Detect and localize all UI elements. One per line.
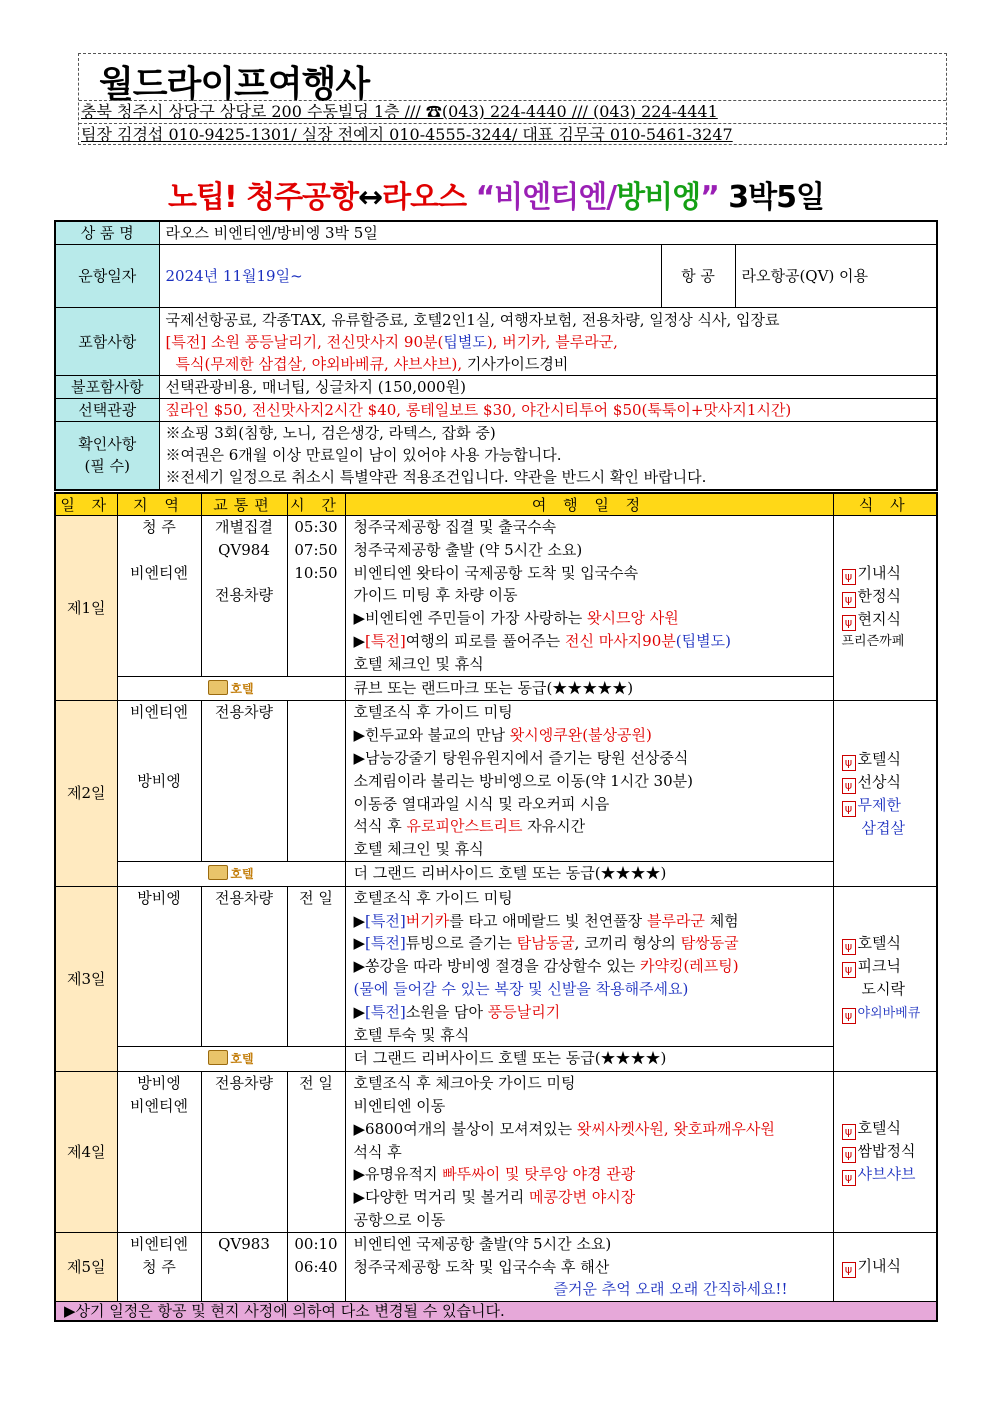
column-header: 식 사 — [833, 493, 937, 516]
itinerary-highlight: 전신 마사지90분 — [564, 631, 676, 650]
meal-text: 피크닉 — [857, 957, 901, 976]
itinerary-text: , 코끼리 형상의 — [574, 934, 681, 953]
meal-text: 기내식 — [857, 564, 901, 583]
day-label: 제5일 — [55, 1232, 117, 1301]
excluded-label: 불포함사항 — [55, 376, 159, 399]
time-cell — [287, 886, 345, 1047]
included-label: 포함사항 — [55, 308, 159, 376]
itinerary-text: 체험 — [704, 911, 739, 930]
time-cell — [287, 1232, 345, 1301]
table-row — [55, 701, 937, 862]
notice-line: ※쇼핑 3회(침향, 노니, 검은생강, 라텍스, 잡화 중) — [165, 424, 496, 443]
meal-cell — [833, 701, 937, 886]
itinerary-highlight: [특전] — [365, 631, 406, 650]
itinerary-special: [특전] — [365, 1002, 406, 1021]
region-text: 방비엥 — [137, 888, 181, 907]
region-text: 방비엥 — [137, 1074, 181, 1093]
itinerary-line — [354, 1001, 833, 1024]
title-part: 노팁! 청주공항 — [168, 180, 359, 215]
itinerary-text: 소원을 담아 — [405, 1002, 488, 1021]
included-text: 기사가이드경비 — [462, 354, 569, 373]
meal-text: 도시락 — [861, 980, 905, 999]
itinerary-highlight: 유로피안스트리트 — [406, 817, 523, 836]
meal-text: 무제한 — [857, 795, 901, 814]
included-special: 팁별도 — [443, 332, 487, 351]
itinerary-line: 호텔조식 후 가이드 미팅 — [353, 888, 513, 907]
column-header: 시 간 — [287, 493, 345, 516]
hotel-label: 호텔 — [230, 681, 254, 696]
itinerary-line — [354, 932, 833, 955]
hotel-icon — [208, 1050, 228, 1065]
meal-item — [842, 1140, 937, 1163]
transport-text: 전용차량 — [215, 888, 273, 907]
itinerary-text: ▶ — [353, 934, 366, 953]
itinerary-text: ▶ — [353, 911, 366, 930]
airline-label: 항 공 — [661, 245, 735, 308]
time-text: 전 일 — [299, 1074, 333, 1093]
region-cell — [117, 1072, 201, 1233]
transport-text: 전용차량 — [215, 1074, 273, 1093]
transport-text: QV983 — [218, 1234, 270, 1253]
itinerary-highlight: 메콩강변 야시장 — [529, 1188, 636, 1207]
transport-cell — [201, 1232, 287, 1301]
meal-item — [842, 794, 937, 817]
itinerary-line: 청주국제공항 집결 및 출국수속 — [353, 518, 557, 536]
restaurant-icon: ψ — [842, 939, 856, 955]
hotel-label: 호텔 — [230, 1052, 254, 1067]
included-special: 특식(무제한 삼겹살, 야외바베큐, 샤브샤브), — [175, 354, 463, 373]
meal-item — [842, 771, 937, 794]
transport-text: 전용차량 — [215, 586, 273, 605]
meal-text: 현지식 — [857, 610, 901, 629]
meal-text: 프리즌까페 — [841, 634, 905, 650]
time-text: 10:50 — [294, 563, 338, 582]
transport-text: QV984 — [218, 540, 270, 559]
transport-cell — [201, 516, 287, 677]
title-part: “비엔티엔/ — [475, 180, 617, 215]
itinerary-cell — [345, 886, 833, 1047]
itinerary-line: 호텔조식 후 가이드 미팅 — [353, 703, 513, 722]
itinerary-text: 자유시간 — [522, 817, 586, 836]
column-header: 지 역 — [117, 493, 201, 516]
hotel-label: 호텔 — [230, 866, 254, 881]
itinerary-highlight: 버기카 — [405, 911, 450, 930]
transport-text: 개별집결 — [215, 518, 273, 536]
time-text: 07:50 — [294, 540, 338, 559]
included-special: [특전] 소원 풍등날리기, 전신맛사지 90분( — [165, 332, 444, 351]
itinerary-line: 청주국제공항 출발 (약 5시간 소요) — [353, 540, 583, 559]
itinerary-special: [특전] — [365, 911, 406, 930]
meal-text: 호텔식 — [857, 934, 901, 953]
meal-text: 샤브샤브 — [857, 1165, 916, 1184]
notice-line: ※전세기 일정으로 취소시 특별약관 적용조건입니다. 약관을 반드시 확인 바랍니다. — [165, 468, 707, 487]
meal-item — [842, 562, 937, 585]
meal-item — [842, 955, 937, 978]
itinerary-line: 가이드 미팅 후 차량 이동 — [353, 586, 518, 605]
region-text: 비엔티엔 — [130, 563, 188, 582]
itinerary-line: 호텔조식 후 체크아웃 가이드 미팅 — [353, 1074, 576, 1093]
hotel-row — [55, 676, 937, 701]
region-text: 청 주 — [142, 1257, 176, 1276]
itinerary-line: 청주국제공항 도착 및 입국수속 후 해산 — [353, 1257, 610, 1276]
itinerary-text: 석식 후 — [353, 817, 407, 836]
hotel-name: 더 그랜드 리버사이드 호텔 또는 동급(★★★★) — [345, 1047, 833, 1072]
notice-items — [159, 422, 937, 490]
hotel-icon — [208, 680, 228, 695]
optional-tours: 짚라인 $50, 전신맛사지2시간 $40, 롱테일보트 $30, 야간시티투어 $50(툭툭이+맛사지1시간) — [159, 399, 937, 422]
restaurant-icon: ψ — [842, 801, 856, 817]
transport-cell — [201, 1072, 287, 1233]
region-cell — [117, 701, 201, 862]
hotel-name: 큐브 또는 랜드마크 또는 동급(★★★★★) — [345, 676, 833, 701]
itinerary-line: 소계림이라 불리는 방비엥으로 이동(약 1시간 30분) — [353, 771, 693, 790]
meal-text: 삼겹살 — [861, 818, 905, 837]
product-name: 라오스 비엔티엔/방비엥 3박 5일 — [159, 221, 937, 245]
itinerary-line — [354, 1186, 833, 1209]
time-text: 00:10 — [294, 1234, 338, 1253]
product-info-table — [54, 220, 938, 491]
notice-label — [55, 422, 159, 490]
transport-cell — [201, 886, 287, 1047]
itinerary-highlight: 빠뚜싸이 및 탓루앙 야경 관광 — [442, 1165, 636, 1184]
meal-item — [842, 1255, 937, 1278]
notice-label-line: (필 수) — [84, 457, 130, 476]
itinerary-text: ▶ — [353, 631, 366, 650]
airline-value: 라오항공(QV) 이용 — [735, 245, 937, 308]
restaurant-icon: ψ — [842, 569, 856, 585]
column-header: 일 자 — [55, 493, 117, 516]
meal-text: 기내식 — [857, 1257, 901, 1276]
meal-cell — [833, 1232, 937, 1301]
itinerary-text: ▶쏭강을 따라 방비엥 절경을 감상할수 있는 — [353, 957, 640, 976]
agency-contacts: 팀장 김경섭 010-9425-1301/ 실장 전예지 010-4555-3244/ 대표 김무국 010-5461-3247 — [81, 125, 733, 144]
table-row — [55, 516, 937, 677]
itinerary-line: 호텔 투숙 및 휴식 — [353, 1025, 470, 1044]
restaurant-icon: ψ — [842, 1170, 856, 1186]
transport-cell — [201, 701, 287, 862]
day-label: 제2일 — [55, 701, 117, 886]
time-cell — [287, 701, 345, 862]
itinerary-highlight: 카약킹(레프팅) — [639, 957, 739, 976]
hotel-icon-cell — [117, 1047, 345, 1072]
included-line — [166, 353, 937, 375]
agency-header — [78, 53, 947, 145]
itinerary-highlight: 탐쌍동굴 — [680, 934, 739, 953]
itinerary-text: 를 타고 애메랄드 빛 천연풀장 — [449, 911, 647, 930]
title-arrow: ↔ — [358, 180, 383, 215]
itinerary-line: 비엔티엔 이동 — [353, 1096, 446, 1115]
region-cell — [117, 1232, 201, 1301]
included-line — [166, 331, 937, 353]
itinerary-line: (물에 들어갈 수 있는 복장 및 신발을 착용해주세요) — [353, 979, 689, 998]
restaurant-icon: ψ — [842, 1262, 856, 1278]
itinerary-highlight: 왓시엥쿠완(불상공원) — [509, 726, 652, 745]
agency-address: 충북 청주시 상당구 상당로 200 수동빌딩 1층 /// ☎(043) 224-4440 /// (043) 224-4441 — [79, 100, 946, 124]
page-title — [0, 172, 992, 216]
meal-item — [842, 1001, 937, 1026]
table-row — [55, 886, 937, 1047]
itinerary-text: 여행의 피로를 풀어주는 — [405, 631, 565, 650]
itinerary-special: [특전] — [365, 934, 406, 953]
restaurant-icon: ψ — [842, 1124, 856, 1140]
table-row — [55, 1072, 937, 1233]
itinerary-line: 즐거운 추억 오래 오래 간직하세요!! — [553, 1280, 788, 1299]
included-special: ), 버기카, 블루라군, — [486, 332, 618, 351]
hotel-row — [55, 1047, 937, 1072]
itinerary-text: 튜빙으로 즐기는 — [405, 934, 517, 953]
time-text: 05:30 — [294, 518, 338, 536]
title-part: 3박5일 — [718, 180, 824, 215]
time-text: 06:40 — [294, 1257, 338, 1276]
itinerary-line — [354, 910, 833, 933]
itinerary-line: 이동중 열대과일 시식 및 라오커피 시음 — [353, 794, 610, 813]
itinerary-highlight: 왓시므앙 사원 — [586, 609, 679, 628]
transport-text: 전용차량 — [215, 703, 273, 722]
hotel-icon-cell — [117, 861, 345, 886]
restaurant-icon: ψ — [842, 1147, 856, 1163]
title-part: ” — [700, 180, 719, 215]
notice-line: ※여권은 6개월 이상 만료일이 남이 있어야 사용 가능합니다. — [165, 446, 562, 465]
itinerary-line: 호텔 체크인 및 휴식 — [353, 654, 484, 673]
itinerary-highlight: 왓씨사켓사원, 왓호파깨우사원 — [576, 1119, 775, 1138]
region-text: 비엔티엔 — [130, 1234, 188, 1253]
meal-text: 한정식 — [857, 587, 901, 606]
meal-text: 선상식 — [857, 772, 901, 791]
time-cell — [287, 1072, 345, 1233]
table-row — [55, 1232, 937, 1301]
meal-item — [842, 585, 937, 608]
itinerary-cell — [345, 1232, 833, 1301]
itinerary-table — [54, 492, 938, 1322]
itinerary-cell — [345, 701, 833, 862]
restaurant-icon: ψ — [842, 962, 856, 978]
itinerary-line: 석식 후 — [353, 1142, 402, 1161]
column-header: 교통편 — [201, 493, 287, 516]
departure-date: 2024년 11월19일~ — [159, 245, 661, 308]
itinerary-cell — [345, 516, 833, 677]
region-text: 청 주 — [142, 518, 176, 536]
meal-cell — [833, 886, 937, 1071]
itinerary-highlight: 풍등날리기 — [487, 1002, 561, 1021]
region-text: 방비엥 — [137, 771, 181, 790]
itinerary-line — [354, 724, 833, 747]
itinerary-highlight: 블루라군 — [646, 911, 705, 930]
restaurant-icon: ψ — [842, 755, 856, 771]
itinerary-text: ▶다양한 먹거리 및 볼거리 — [353, 1188, 530, 1207]
itinerary-text: ▶비엔티엔 주민들이 가장 사랑하는 — [353, 609, 587, 628]
footer-row — [55, 1302, 937, 1322]
meal-text: 쌈밥정식 — [857, 1142, 916, 1161]
meal-item — [842, 1117, 937, 1140]
itinerary-line — [354, 1163, 833, 1186]
date-label: 운항일자 — [55, 245, 159, 308]
itinerary-line: 비엔티엔 국제공항 출발(약 5시간 소요) — [353, 1234, 612, 1253]
itinerary-line: ▶남능강줄기 탕원유원지에서 즐기는 탕원 선상중식 — [353, 748, 689, 767]
day-label: 제1일 — [55, 516, 117, 701]
column-header: 여 행 일 정 — [345, 493, 833, 516]
meal-item — [842, 748, 937, 771]
company-name: 월드라이프여행사 — [99, 64, 370, 105]
footer-note: ▶상기 일정은 항공 및 현지 사정에 의하여 다소 변경될 수 있습니다. — [55, 1302, 937, 1322]
itinerary-highlight: 탐남동굴 — [516, 934, 575, 953]
hotel-row — [55, 861, 937, 886]
restaurant-icon: ψ — [842, 778, 856, 794]
product-label: 상 품 명 — [55, 221, 159, 245]
meal-item — [842, 1163, 937, 1186]
itinerary-text: ▶힌두교와 불교의 만남 — [353, 726, 510, 745]
hotel-icon-cell — [117, 676, 345, 701]
restaurant-icon: ψ — [842, 592, 856, 608]
meal-cell — [833, 516, 937, 701]
itinerary-text: ▶6800여개의 불상이 모셔져있는 — [353, 1119, 577, 1138]
meal-text: 야외바베큐 — [857, 1005, 921, 1021]
meal-item — [842, 932, 937, 955]
time-cell — [287, 516, 345, 677]
itinerary-line: 호텔 체크인 및 휴식 — [353, 840, 484, 859]
itinerary-line: 비엔티엔 왓타이 국제공항 도착 및 입국수속 — [353, 563, 639, 582]
itinerary-line — [354, 1118, 833, 1141]
day-label: 제4일 — [55, 1072, 117, 1233]
itinerary-line — [354, 815, 833, 838]
title-part: 라오스 — [382, 180, 476, 215]
region-cell — [117, 886, 201, 1047]
excluded-items: 선택관광비용, 매너팁, 싱글차지 (150,000원) — [159, 376, 937, 399]
itinerary-note: (팁별도) — [675, 631, 731, 650]
itinerary-line: 공항으로 이동 — [353, 1210, 446, 1229]
time-text: 전 일 — [299, 888, 333, 907]
hotel-icon — [208, 865, 228, 880]
meal-text: 호텔식 — [857, 749, 901, 768]
meal-item — [842, 608, 937, 631]
itinerary-line — [354, 955, 833, 978]
meal-text: 호텔식 — [857, 1119, 901, 1138]
included-line: 국제선항공료, 각종TAX, 유류할증료, 호텔2인1실, 여행자보험, 전용차량, 일정상 식사, 입장료 — [165, 310, 780, 329]
itinerary-line — [354, 607, 833, 630]
region-text: 비엔티엔 — [130, 1096, 188, 1115]
itinerary-text: ▶ — [353, 1002, 366, 1021]
itinerary-line — [354, 630, 833, 653]
included-items — [159, 308, 937, 376]
itinerary-text: ▶유명유적지 — [353, 1165, 443, 1184]
restaurant-icon: ψ — [842, 615, 856, 631]
meal-cell — [833, 1072, 937, 1233]
region-cell — [117, 516, 201, 677]
itinerary-cell — [345, 1072, 833, 1233]
hotel-name: 더 그랜드 리버사이드 호텔 또는 동급(★★★★) — [345, 861, 833, 886]
notice-label-line: 확인사항 — [78, 435, 137, 454]
optional-tour-label: 선택관광 — [55, 399, 159, 422]
title-part: 방비엥 — [616, 180, 701, 215]
day-label: 제3일 — [55, 886, 117, 1071]
region-text: 비엔티엔 — [130, 703, 188, 722]
restaurant-icon: ψ — [842, 1008, 856, 1024]
